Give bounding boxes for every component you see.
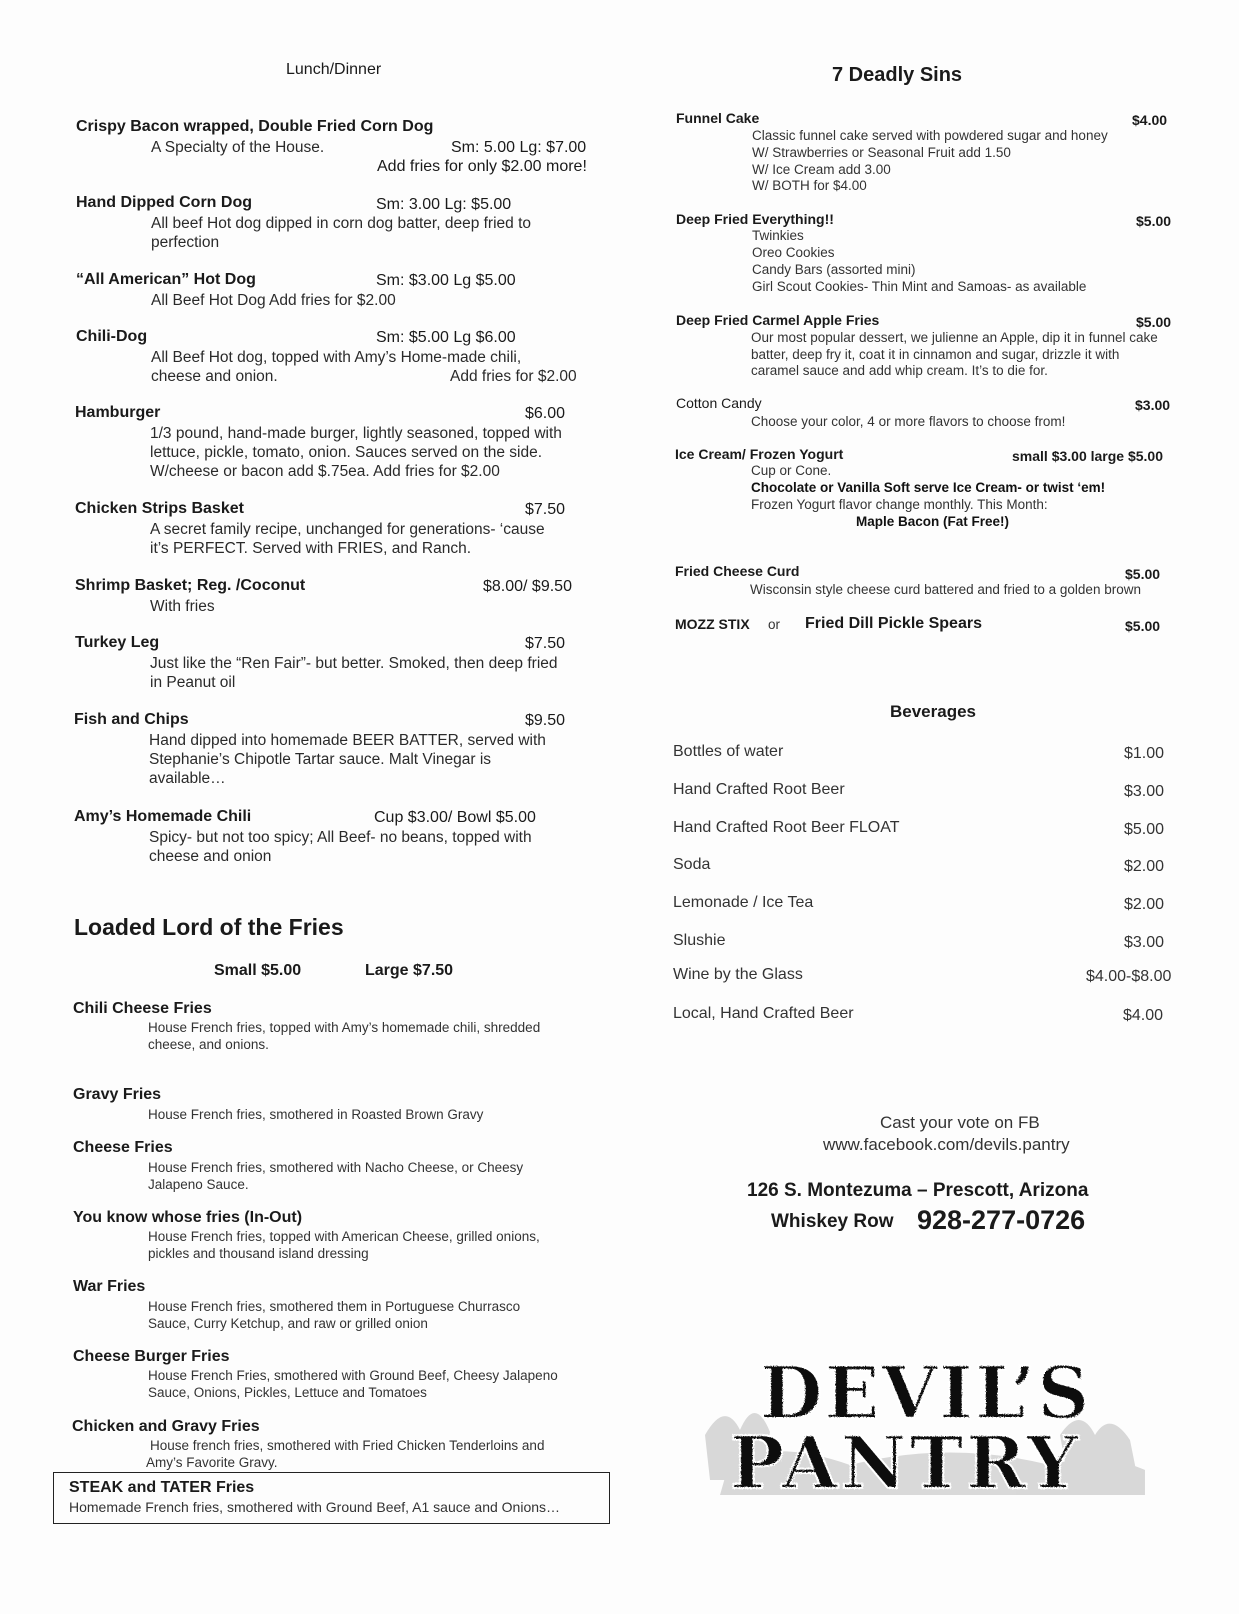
fries-small-price: Small $5.00 bbox=[214, 962, 302, 979]
menu-item-note: Add fries for $2.00 bbox=[450, 368, 577, 385]
dessert-price: $3.00 bbox=[1135, 397, 1171, 413]
menu-item-name: Turkey Leg bbox=[75, 634, 160, 651]
steak-fries-name: STEAK and TATER Fries bbox=[69, 1479, 255, 1496]
menu-item-desc: W/cheese or bacon add $.75ea. Add fries for $2.00 bbox=[150, 463, 500, 480]
dessert-desc: W/ BOTH for $4.00 bbox=[752, 178, 867, 193]
dessert-desc: Maple Bacon (Fat Free!) bbox=[856, 514, 1010, 529]
menu-item-price: Sm: $3.00 Lg $5.00 bbox=[376, 272, 516, 289]
menu-item-desc: lettuce, pickle, tomato, onion. Sauces served on the side. bbox=[150, 444, 543, 461]
dessert-name: Funnel Cake bbox=[676, 110, 760, 126]
beverage-name: Hand Crafted Root Beer bbox=[673, 781, 845, 798]
menu-item-name: Amy’s Homemade Chili bbox=[74, 808, 252, 825]
dessert-price: $5.00 bbox=[1125, 566, 1161, 582]
beverage-name: Bottles of water bbox=[673, 743, 784, 760]
menu-item-desc: Spicy- but not too spicy; All Beef- no beans, topped with bbox=[149, 829, 532, 846]
menu-item-price: Sm: $5.00 Lg $6.00 bbox=[376, 329, 516, 346]
menu-item-price: $6.00 bbox=[525, 405, 566, 422]
address: 126 S. Montezuma – Prescott, Arizona bbox=[747, 1180, 1089, 1201]
fries-item-name: Chili Cheese Fries bbox=[73, 1000, 212, 1017]
beverage-name: Hand Crafted Root Beer FLOAT bbox=[673, 819, 900, 836]
deadly-sins-heading: 7 Deadly Sins bbox=[832, 64, 963, 86]
dessert-price: $5.00 bbox=[1125, 618, 1161, 634]
fries-item-name: You know whose fries (In-Out) bbox=[73, 1209, 303, 1226]
beverage-name: Local, Hand Crafted Beer bbox=[673, 1005, 854, 1022]
beverage-name: Wine by the Glass bbox=[673, 966, 803, 983]
dessert-price: $4.00 bbox=[1132, 112, 1168, 128]
dessert-desc: Girl Scout Cookies- Thin Mint and Samoas- as available bbox=[752, 279, 1087, 294]
menu-item-desc: cheese and onion bbox=[149, 848, 272, 865]
lunch-dinner-heading: Lunch/Dinner bbox=[286, 61, 382, 78]
fries-item-name: Gravy Fries bbox=[73, 1086, 162, 1103]
menu-item-desc: it’s PERFECT. Served with FRIES, and Ranch. bbox=[150, 540, 472, 557]
dessert-desc: W/ Strawberries or Seasonal Fruit add 1.50 bbox=[752, 145, 1011, 160]
beverage-name: Slushie bbox=[673, 932, 726, 949]
fries-item-desc: House French fries, smothered in Roasted Brown Gravy bbox=[148, 1107, 484, 1122]
menu-item-price: $7.50 bbox=[525, 501, 566, 518]
beverage-price: $5.00 bbox=[1124, 821, 1165, 838]
vote-text: Cast your vote on FB bbox=[880, 1113, 1040, 1132]
menu-item-name: Hand Dipped Corn Dog bbox=[76, 194, 252, 211]
dessert-price: small $3.00 large $5.00 bbox=[1012, 448, 1163, 464]
menu-item-desc: cheese and onion. bbox=[151, 368, 278, 385]
dessert-desc: Our most popular dessert, we julienne an Apple, dip it in funnel cake bbox=[751, 330, 1158, 345]
dessert-desc: Cup or Cone. bbox=[751, 463, 832, 478]
dessert-desc: batter, deep fry it, coat it in cinnamon and sugar, drizzle it with bbox=[751, 347, 1120, 362]
menu-item-name: Crispy Bacon wrapped, Double Fried Corn Dog bbox=[76, 118, 434, 135]
dessert-desc: Classic funnel cake served with powdered sugar and honey bbox=[752, 128, 1108, 143]
menu-item-price: Cup $3.00/ Bowl $5.00 bbox=[374, 809, 536, 826]
beverage-price: $4.00-$8.00 bbox=[1086, 968, 1172, 985]
dessert-name: Ice Cream/ Frozen Yogurt bbox=[675, 446, 844, 462]
fries-item-desc: House french fries, smothered with Fried Chicken Tenderloins and bbox=[150, 1438, 545, 1453]
menu-item-desc: Stephanie’s Chipotle Tartar sauce. Malt Vinegar is bbox=[149, 751, 492, 768]
menu-item-desc: 1/3 pound, hand-made burger, lightly seasoned, topped with bbox=[150, 425, 562, 442]
dessert-desc: Oreo Cookies bbox=[752, 245, 835, 260]
menu-item-name: Hamburger bbox=[75, 404, 161, 421]
menu-item-desc: perfection bbox=[151, 234, 220, 251]
menu-item-desc: Just like the “Ren Fair”- but better. Smoked, then deep fried bbox=[150, 655, 558, 672]
menu-item-price: $9.50 bbox=[525, 712, 566, 729]
fries-item-desc: House French fries, smothered with Nacho Cheese, or Cheesy bbox=[148, 1160, 524, 1175]
menu-item-desc: All Beef Hot Dog Add fries for $2.00 bbox=[151, 292, 396, 309]
steak-fries-desc: Homemade French fries, smothered with Ground Beef, A1 sauce and Onions… bbox=[69, 1499, 561, 1515]
dessert-desc: Choose your color, 4 or more flavors to choose from! bbox=[751, 414, 1066, 429]
menu-item-desc: A Specialty of the House. bbox=[151, 139, 325, 156]
whiskey-row: Whiskey Row bbox=[771, 1211, 894, 1232]
menu-item-desc: A secret family recipe, unchanged for generations- ‘cause bbox=[150, 521, 545, 538]
menu-item-desc: All beef Hot dog dipped in corn dog batter, deep fried to bbox=[151, 215, 532, 232]
or-label: or bbox=[768, 617, 781, 632]
menu-item-name: “All American” Hot Dog bbox=[76, 271, 256, 288]
dessert-desc: Twinkies bbox=[752, 228, 804, 243]
fries-item-desc: House French Fries, smothered with Ground Beef, Cheesy Jalapeno bbox=[148, 1368, 558, 1383]
facebook-link[interactable]: www.facebook.com/devils.pantry bbox=[823, 1135, 1070, 1154]
fries-item-desc: House French fries, topped with American Cheese, grilled onions, bbox=[148, 1229, 540, 1244]
fries-item-desc: Amy’s Favorite Gravy. bbox=[146, 1455, 278, 1470]
menu-item-desc: With fries bbox=[150, 598, 215, 615]
menu-item-desc: in Peanut oil bbox=[150, 674, 236, 691]
dessert-desc: Frozen Yogurt flavor change monthly. This Month: bbox=[751, 497, 1048, 512]
dessert-name: Deep Fried Carmel Apple Fries bbox=[676, 312, 880, 328]
dessert-desc: Chocolate or Vanilla Soft serve Ice Cream- or twist ‘em! bbox=[751, 480, 1106, 495]
dessert-desc: Wisconsin style cheese curd battered and fried to a golden brown bbox=[750, 582, 1141, 597]
menu-item-price: $7.50 bbox=[525, 635, 566, 652]
phone-number[interactable]: 928-277-0726 bbox=[917, 1205, 1086, 1235]
menu-item-price: Sm: 3.00 Lg: $5.00 bbox=[376, 196, 512, 213]
fries-item-desc: House French fries, smothered them in Portuguese Churrasco bbox=[148, 1299, 521, 1314]
fries-large-price: Large $7.50 bbox=[365, 962, 454, 979]
fries-item-desc: Sauce, Curry Ketchup, and raw or grilled onion bbox=[148, 1316, 428, 1331]
logo-word-devils: DEVIL’S bbox=[760, 1350, 1092, 1435]
pickle-spears-label: Fried Dill Pickle Spears bbox=[805, 615, 982, 632]
dessert-name: Fried Cheese Curd bbox=[675, 563, 800, 579]
dessert-desc: Candy Bars (assorted mini) bbox=[752, 262, 916, 277]
fries-heading: Loaded Lord of the Fries bbox=[74, 914, 344, 940]
dessert-name: Deep Fried Everything!! bbox=[676, 211, 834, 227]
fries-item-name: Chicken and Gravy Fries bbox=[72, 1418, 260, 1435]
mozz-stix-label: MOZZ STIX bbox=[675, 616, 750, 632]
menu-item-desc: All Beef Hot dog, topped with Amy’s Home-made chili, bbox=[151, 349, 522, 366]
logo-word-pantry: PANTRY bbox=[730, 1420, 1082, 1500]
beverage-price: $2.00 bbox=[1124, 896, 1165, 913]
dessert-name: Cotton Candy bbox=[676, 395, 762, 411]
beverages-heading: Beverages bbox=[890, 702, 977, 721]
menu-item-name: Chicken Strips Basket bbox=[75, 500, 244, 517]
fries-item-desc: Jalapeno Sauce. bbox=[148, 1177, 249, 1192]
menu-item-note: Add fries for only $2.00 more! bbox=[377, 158, 587, 175]
dessert-desc: W/ Ice Cream add 3.00 bbox=[752, 162, 891, 177]
fries-item-name: War Fries bbox=[73, 1278, 146, 1295]
beverage-price: $4.00 bbox=[1123, 1007, 1164, 1024]
beverage-price: $2.00 bbox=[1124, 858, 1165, 875]
dessert-desc: caramel sauce and add whip cream. It’s to die for. bbox=[751, 363, 1048, 378]
fries-item-name: Cheese Burger Fries bbox=[73, 1348, 230, 1365]
menu-item-desc: Hand dipped into homemade BEER BATTER, served with bbox=[149, 732, 546, 749]
menu-item-name: Fish and Chips bbox=[74, 711, 189, 728]
devils-pantry-logo bbox=[700, 1340, 1150, 1500]
dessert-price: $5.00 bbox=[1136, 213, 1172, 229]
beverage-price: $3.00 bbox=[1124, 934, 1165, 951]
menu-item-name: Chili-Dog bbox=[76, 328, 148, 345]
fries-item-desc: Sauce, Onions, Pickles, Lettuce and Tomatoes bbox=[148, 1385, 427, 1400]
beverage-name: Soda bbox=[673, 856, 711, 873]
fries-item-desc: pickles and thousand island dressing bbox=[148, 1246, 369, 1261]
fries-item-name: Cheese Fries bbox=[73, 1139, 173, 1156]
beverage-name: Lemonade / Ice Tea bbox=[673, 894, 814, 911]
fries-item-desc: cheese, and onions. bbox=[148, 1037, 269, 1052]
menu-item-name: Shrimp Basket; Reg. /Coconut bbox=[75, 577, 306, 594]
fries-item-desc: House French fries, topped with Amy’s homemade chili, shredded bbox=[148, 1020, 541, 1035]
menu-item-desc: available… bbox=[149, 770, 226, 787]
dessert-price: $5.00 bbox=[1136, 314, 1172, 330]
beverage-price: $1.00 bbox=[1124, 745, 1165, 762]
beverage-price: $3.00 bbox=[1124, 783, 1165, 800]
menu-item-price: $8.00/ $9.50 bbox=[483, 578, 572, 595]
menu-item-price: Sm: 5.00 Lg: $7.00 bbox=[451, 139, 587, 156]
